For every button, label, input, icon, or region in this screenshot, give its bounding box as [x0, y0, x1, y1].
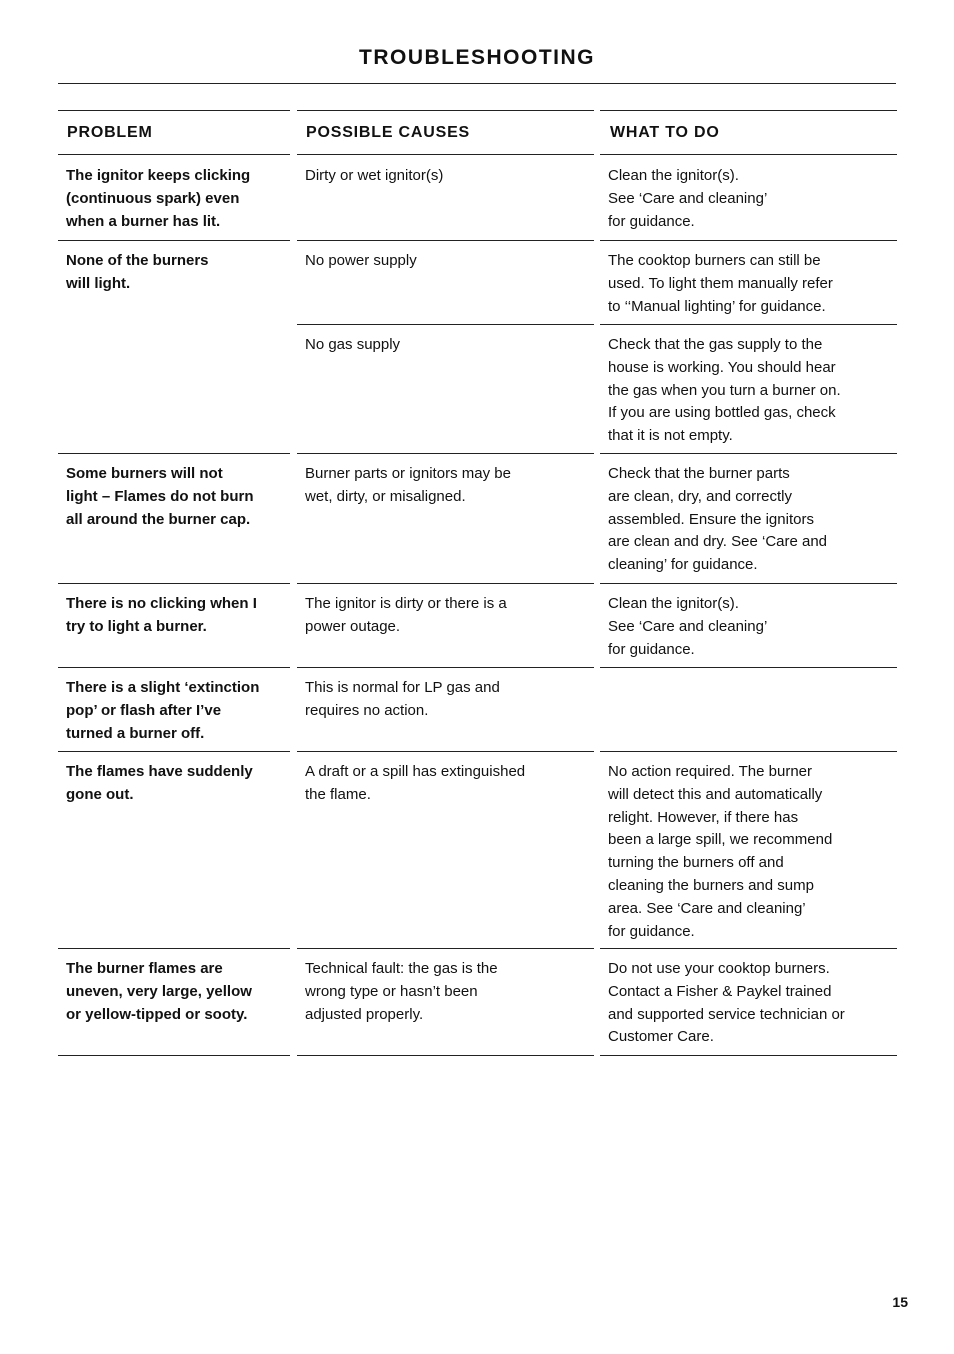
cause-text: A draft or a spill has extinguished the flame. — [305, 763, 526, 803]
cause-text: This is normal for LP gas and requires no action. — [305, 679, 500, 719]
action-cell — [600, 156, 897, 241]
cause-text: No power supply — [305, 252, 417, 269]
problem-cell-no-burners-light — [58, 241, 290, 454]
problem-text: The ignitor keeps clicking (continuous spark) even when a burner has lit. — [66, 167, 251, 230]
action-text: Clean the ignitor(s). See ‘Care and cleaning’ for guidance. — [608, 595, 768, 658]
problem-text: Some burners will not light – Flames do not burn all around the burner cap. — [66, 465, 254, 528]
cause-cell — [297, 156, 594, 241]
cause-cell — [297, 584, 594, 668]
problem-text: There is a slight ‘extinction pop’ or flash after I’ve turned a burner off. — [66, 679, 260, 742]
header-what-to-do: WHAT TO DO — [600, 110, 897, 155]
problem-cell-uneven-flames — [58, 949, 290, 1056]
action-cell — [600, 949, 897, 1056]
header-problem: PROBLEM — [58, 110, 290, 155]
problem-text: The burner flames are uneven, very large, yellow or yellow-tipped or sooty. — [66, 960, 252, 1023]
header-possible-causes: POSSIBLE CAUSES — [297, 110, 594, 155]
problem-cell-extinction-pop — [58, 668, 290, 752]
cause-cell — [297, 325, 594, 454]
action-cell — [600, 584, 897, 668]
action-text: No action required. The burner will detect this and automatically relight. However, if there has been a large spill, we recommend turning the burners off and cleaning the burners and sump area. See ‘Care and cleaning’ for guidance. — [608, 763, 833, 940]
problem-text: There is no clicking when I try to light a burner. — [66, 595, 257, 635]
cause-cell — [297, 668, 594, 752]
action-cell — [600, 241, 897, 325]
problem-cell-flames-gone-out — [58, 752, 290, 949]
action-cell — [600, 668, 897, 752]
cause-text: Technical fault: the gas is the wrong type or hasn’t been adjusted properly. — [305, 960, 498, 1023]
action-text: Do not use your cooktop burners. Contact a Fisher & Paykel trained and supported service technician or Customer Care. — [608, 960, 845, 1046]
problem-cell-some-burners — [58, 454, 290, 584]
cause-cell — [297, 454, 594, 584]
action-text: Check that the burner parts are clean, dry, and correctly assembled. Ensure the ignitors are clean and dry. See ‘Care and cleaning’ for guidance. — [608, 465, 828, 574]
action-cell — [600, 454, 897, 584]
cause-text: The ignitor is dirty or there is a power outage. — [305, 595, 507, 635]
page-number: 15 — [892, 1294, 908, 1310]
action-cell — [600, 752, 897, 949]
title-divider — [58, 83, 896, 84]
cause-cell — [297, 949, 594, 1056]
cause-text: Burner parts or ignitors may be wet, dirty, or misaligned. — [305, 465, 511, 505]
cause-cell — [297, 752, 594, 949]
action-text: The cooktop burners can still be used. To light them manually refer to ‘‘Manual lighting’ for guidance. — [608, 252, 833, 315]
action-cell — [600, 325, 897, 454]
problem-text: The flames have suddenly gone out. — [66, 763, 253, 803]
action-text: Check that the gas supply to the house is working. You should hear the gas when you turn a burner on. If you are using bottled gas, check that it is not empty. — [608, 336, 841, 445]
cause-text: No gas supply — [305, 336, 401, 353]
cause-text: Dirty or wet ignitor(s) — [305, 167, 444, 184]
problem-cell-ignitor-clicking — [58, 156, 290, 241]
page-title: TROUBLESHOOTING — [359, 46, 595, 69]
action-text: Clean the ignitor(s). See ‘Care and cleaning’ for guidance. — [608, 167, 768, 230]
cause-cell — [297, 241, 594, 325]
problem-text: None of the burners will light. — [66, 252, 209, 292]
problem-cell-no-clicking — [58, 584, 290, 668]
